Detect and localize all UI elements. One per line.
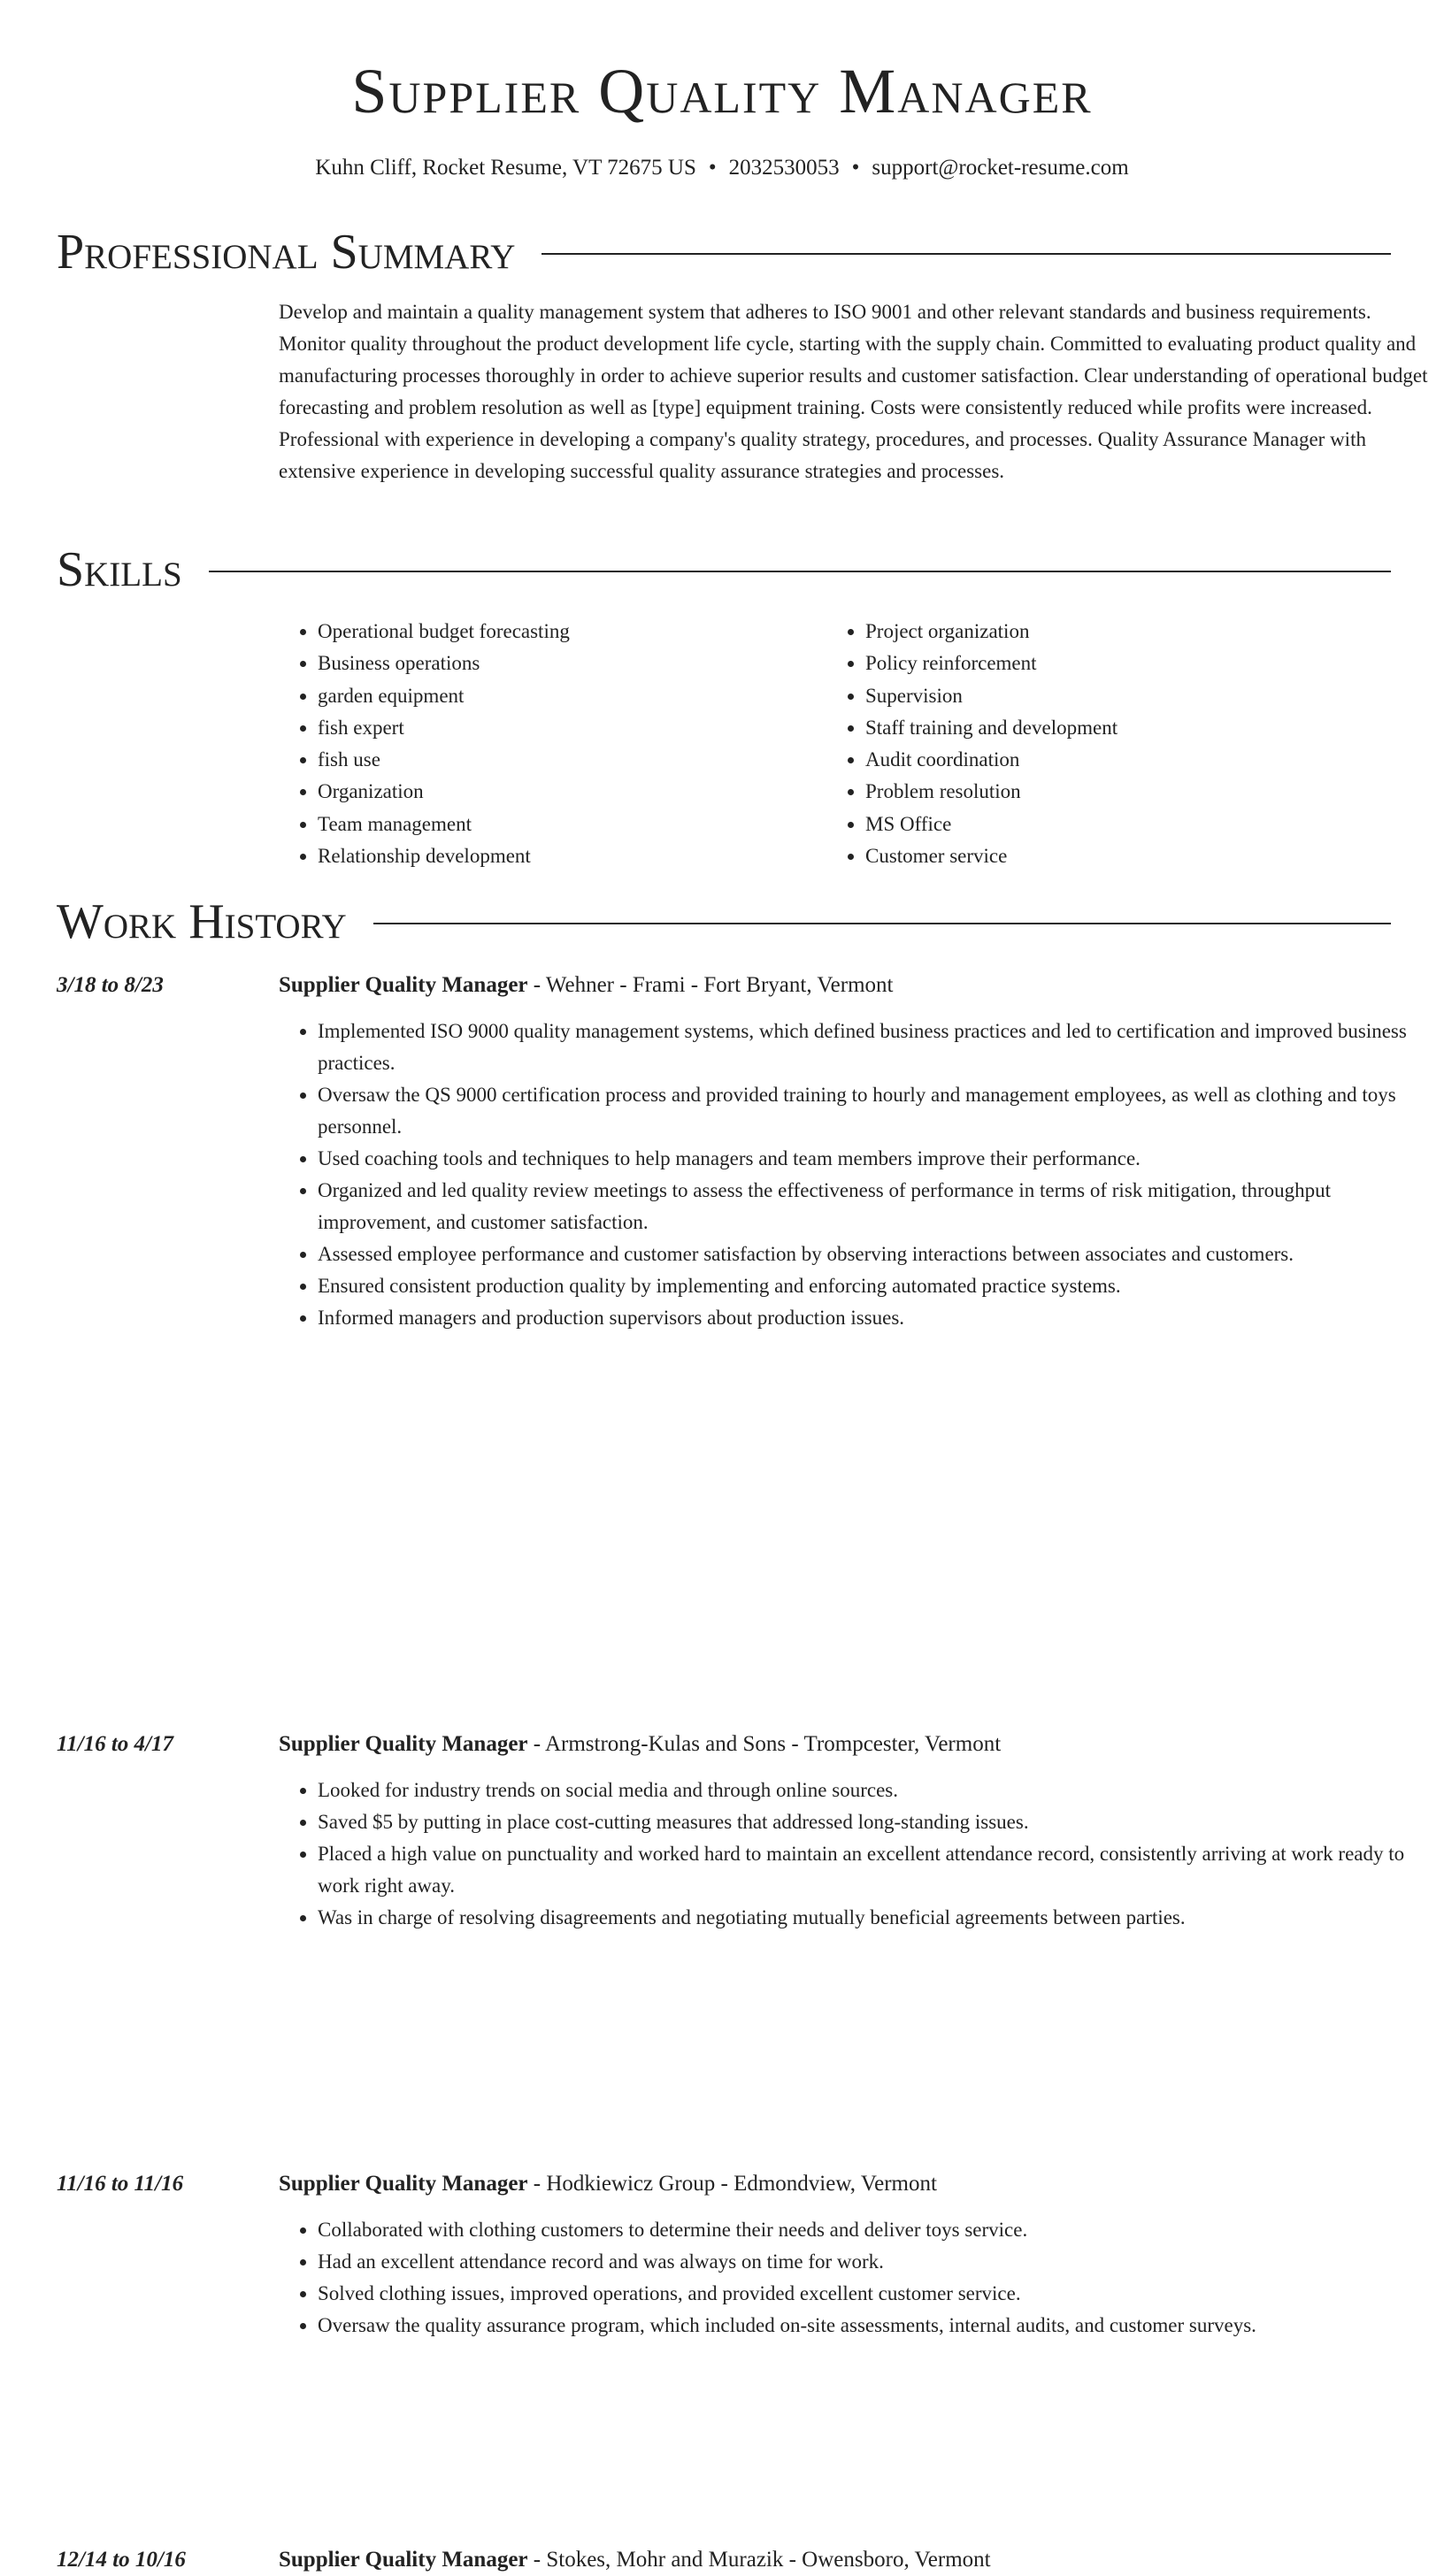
skills-section [57, 541, 1391, 872]
skills-list-left [279, 616, 826, 872]
job-bullet: • Oversaw the quality assurance program, which included on-site assessments, internal audits, and customer surveys. [318, 2310, 1440, 2342]
job-company: - Armstrong-Kulas and Sons - Trompcester, Vermont [527, 1732, 1002, 1756]
section-divider [209, 571, 1391, 572]
job-dates: 12/14 to 10/16 [57, 2548, 186, 2572]
job-bullet: • Looked for industry trends on social media and through online sources. [318, 1775, 1440, 1806]
contact-separator: • [851, 156, 860, 180]
skill-item: • Operational budget forecasting [318, 616, 826, 648]
job-title-line [279, 970, 893, 1001]
job-company: - Wehner - Frami - Fort Bryant, Vermont [527, 973, 894, 997]
summary-heading: Professional Summary [57, 225, 516, 280]
job-bullet: • Oversaw the QS 9000 certification process and provided training to hourly and management employees, as well as clothing and toys personnel. [318, 1079, 1440, 1143]
job-company: - Stokes, Mohr and Murazik - Owensboro, Vermont [527, 2548, 991, 2572]
job-entry [57, 1729, 1405, 1934]
summary-section [57, 224, 1428, 487]
skill-item: • Supervision [865, 680, 1374, 712]
skill-item: • Policy reinforcement [865, 648, 1374, 679]
job-dates: 3/18 to 8/23 [57, 973, 164, 997]
job-bullet: • Placed a high value on punctuality and worked hard to maintain an excellent attendance record, consistently arriving at work ready to work right away. [318, 1838, 1440, 1902]
contact-separator: • [708, 156, 717, 180]
job-dates: 11/16 to 4/17 [57, 1732, 173, 1756]
job-header [57, 2168, 1391, 2200]
job-bullet: • Assessed employee performance and customer satisfaction by observing interactions between associates and customers. [318, 1238, 1440, 1270]
job-dates: 11/16 to 11/16 [57, 2172, 184, 2196]
job-title: Supplier Quality Manager [279, 2548, 528, 2572]
contact-phone: 2032530053 [728, 156, 840, 180]
section-divider [373, 923, 1391, 924]
job-bullet: • Collaborated with clothing customers to determine their needs and deliver toys service. [318, 2214, 1440, 2246]
job-bullet: • Organized and led quality review meetings to assess the effectiveness of performance in terms of risk mitigation, throughput improvement, and customer satisfaction. [318, 1175, 1440, 1238]
job-bullet: • Solved clothing issues, improved operations, and provided excellent customer service. [318, 2278, 1440, 2310]
job-bullet: • Was in charge of resolving disagreements and negotiating mutually beneficial agreements between parties. [318, 1902, 1440, 1934]
skill-item: • Staff training and development [865, 712, 1374, 744]
skill-item: • Organization [318, 776, 826, 808]
skill-item: • Problem resolution [865, 776, 1374, 808]
job-title-line [279, 1729, 1001, 1760]
summary-header [57, 224, 1391, 280]
job-header [57, 2544, 1391, 2576]
skill-item: • fish expert [318, 712, 826, 744]
job-bullet: • Saved $5 by putting in place cost-cutting measures that addressed long-standing issues. [318, 1806, 1440, 1838]
skills-list-right [826, 616, 1374, 872]
job-company: - Hodkiewicz Group - Edmondview, Vermont [527, 2172, 937, 2196]
job-entry [57, 2168, 1391, 2342]
skill-item: • MS Office [865, 809, 1374, 840]
skill-item: • Team management [318, 809, 826, 840]
summary-text: Develop and maintain a quality management system that adheres to ISO 9001 and other relevant standards and business requirements. Monitor quality throughout the product development life cycle, starting with the supply chain. Committed to evaluating product quality and manufacturing processes thoroughly in order to achieve superior results and customer satisfaction. Clear understanding of operational budget forecasting and problem resolution as well as [type] equipment training. Costs were consistently reduced while profits were increased. Professional with experience in developing a company's quality strategy, procedures, and processes. Quality Assurance Manager with extensive experience in developing successful quality assurance strategies and processes. [279, 301, 1428, 482]
skill-item: • Audit coordination [865, 744, 1374, 776]
contact-address: Kuhn Cliff, Rocket Resume, VT 72675 US [315, 156, 696, 180]
resume-name: Supplier Quality Manager [351, 56, 1093, 126]
job-entry [57, 970, 1407, 1334]
contact-line [0, 152, 1444, 184]
job-title: Supplier Quality Manager [279, 2172, 528, 2196]
job-title-line [279, 2544, 991, 2576]
skills-heading: Skills [57, 542, 182, 597]
job-bullets [279, 1016, 1440, 1334]
skill-item: • garden equipment [318, 680, 826, 712]
skills-columns [279, 616, 1438, 872]
job-bullet: • Ensured consistent production quality by implementing and enforcing automated practice systems. [318, 1270, 1440, 1302]
job-bullet: • Had an excellent attendance record and was always on time for work. [318, 2246, 1440, 2278]
job-title: Supplier Quality Manager [279, 1732, 528, 1756]
job-title-line [279, 2168, 937, 2200]
job-header [57, 1729, 1391, 1760]
work-history-heading: Work History [57, 894, 347, 949]
skill-item: • Business operations [318, 648, 826, 679]
contact-email: support@rocket-resume.com [872, 156, 1129, 180]
work-history-header [57, 893, 1391, 950]
skill-item: • fish use [318, 744, 826, 776]
skills-header [57, 541, 1391, 598]
job-title: Supplier Quality Manager [279, 973, 528, 997]
job-bullets [279, 2214, 1440, 2342]
job-entry [57, 2544, 1391, 2576]
job-bullet: • Implemented ISO 9000 quality management systems, which defined business practices and led to certification and improved business practices. [318, 1016, 1440, 1079]
job-header [57, 970, 1391, 1001]
job-bullet: • Used coaching tools and techniques to help managers and team members improve their performance. [318, 1143, 1440, 1175]
skill-item: • Relationship development [318, 840, 826, 872]
job-bullets [279, 1775, 1440, 1934]
skill-item: • Project organization [865, 616, 1374, 648]
work-history-section [57, 893, 1391, 950]
section-divider [542, 253, 1391, 255]
skill-item: • Customer service [865, 840, 1374, 872]
job-bullet: • Informed managers and production supervisors about production issues. [318, 1302, 1440, 1334]
